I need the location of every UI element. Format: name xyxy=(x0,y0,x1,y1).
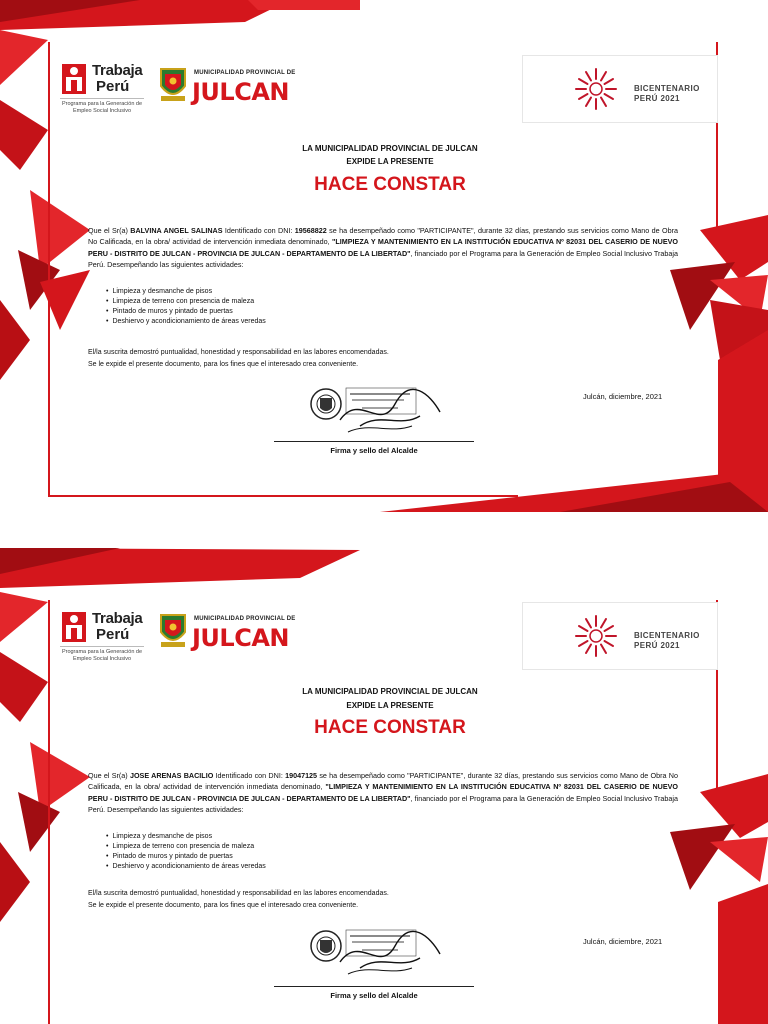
julcan-wordmark: JULCAN xyxy=(192,78,289,106)
body-intro: Que el Sr(a) xyxy=(88,226,131,235)
certificate-body xyxy=(88,225,678,270)
body-middle: se ha desempeñado como "PARTICIPANTE", durante 32 días, prestando sus servicios como Mano de Obra No Calificada, en la obra/ actividad de intervención inmediata denominado, xyxy=(88,771,678,792)
signature-line xyxy=(274,441,474,442)
activity-item: • Limpieza de terreno con presencia de maleza xyxy=(106,297,266,307)
issuer-subheading: EXPIDE LA PRESENTE xyxy=(346,157,434,166)
municipalidad-label: MUNICIPALIDAD PROVINCIAL DE xyxy=(194,616,296,622)
closing-line-2: Se le expide el presente documento, para los fines que el interesado crea conveniente. xyxy=(88,360,359,368)
activity-item: • Limpieza y desmanche de pisos xyxy=(106,832,266,842)
dni-label: Identificado con DNI: xyxy=(213,771,286,780)
municipalidad-julcan-logo xyxy=(158,612,298,652)
dni-number: 19568822 xyxy=(294,226,327,235)
municipalidad-label: MUNICIPALIDAD PROVINCIAL DE xyxy=(194,70,296,76)
trabaja-subtitle: Programa para la Generación de Empleo Social Inclusivo xyxy=(60,98,144,114)
bicentenario-emblem-icon xyxy=(571,66,621,112)
project-name: "LIMPIEZA Y MANTENIMIENTO EN LA INSTITUCIÓN EDUCATIVA Nº 82031 DEL CASERIO DE NUEVO PERU - DISTRITO DE JULCAN - PROVINCIA DE JULCAN - DEPARTAMENTO DE LA LIBERTAD" xyxy=(88,782,679,803)
crest-icon xyxy=(158,66,188,102)
activities-list xyxy=(106,832,266,872)
municipalidad-julcan-logo xyxy=(158,66,298,106)
closing-line-1: El/la suscrita demostró puntualidad, honestidad y responsabilidad en las labores encomendadas. xyxy=(88,890,389,897)
issuer-heading: LA MUNICIPALIDAD PROVINCIAL DE JULCAN xyxy=(302,144,478,153)
signature-caption: Firma y sello del Alcalde xyxy=(330,991,418,1000)
signature-stamp xyxy=(300,382,450,438)
activity-item: • Limpieza y desmanche de pisos xyxy=(106,287,266,297)
closing-text xyxy=(88,347,389,370)
place-date: Julcán, diciembre, 2021 xyxy=(583,392,663,401)
bicentenario-emblem-icon xyxy=(571,613,621,659)
trabaja-subtitle: Programa para la Generación de Empleo Social Inclusivo xyxy=(60,646,144,662)
participant-name: JOSE ARENAS BACILIO xyxy=(129,771,214,780)
activity-item: • Deshiervo y acondicionamiento de áreas veredas xyxy=(106,317,266,327)
dni-label: Identificado con DNI: xyxy=(222,226,295,235)
issuer-heading: LA MUNICIPALIDAD PROVINCIAL DE JULCAN xyxy=(302,687,478,696)
peru-word: Perú xyxy=(96,78,130,95)
issuer-subheading: EXPIDE LA PRESENTE xyxy=(346,701,434,710)
closing-line-2: Se le expide el presente documento, para los fines que el interesado crea conveniente. xyxy=(88,901,359,909)
body-end: , financiado por el Programa para la Generación de Empleo Social Inclusivo Trabaja Perú. Desempeñando las siguientes actividades: xyxy=(88,793,678,814)
closing-text xyxy=(88,888,389,911)
body-end: , financiado por el Programa para la Generación de Empleo Social Inclusivo Trabaja Perú. Desempeñando las siguientes actividades: xyxy=(88,248,678,269)
activity-item: • Deshiervo y acondicionamiento de áreas veredas xyxy=(106,862,266,872)
project-name: "LIMPIEZA Y MANTENIMIENTO EN LA INSTITUCIÓN EDUCATIVA Nº 82031 DEL CASERIO DE NUEVO PERU - DISTRITO DE JULCAN - PROVINCIA DE JULCAN - DEPARTAMENTO DE LA LIBERTAD" xyxy=(88,237,679,258)
trabaja-peru-icon xyxy=(62,64,86,94)
body-middle: se ha desempeñado como "PARTICIPANTE", durante 32 días, prestando sus servicios como Mano de Obra No Calificada, en la obra/ actividad de intervención inmediata denominado, xyxy=(88,226,678,247)
certificate-title: HACE CONSTAR xyxy=(314,174,466,195)
trabaja-word: Trabaja xyxy=(92,62,143,79)
bicentenario-line1: BICENTENARIO xyxy=(634,631,700,640)
signature-line xyxy=(274,986,474,987)
bicentenario-line2: PERÚ 2021 xyxy=(634,641,680,650)
dni-number: 19047125 xyxy=(285,771,318,780)
bicentenario-line2: PERÚ 2021 xyxy=(634,94,680,103)
participant-name: BALVINA ANGEL SALINAS xyxy=(130,226,223,235)
bicentenario-line1: BICENTENARIO xyxy=(634,84,700,93)
bicentenario-logo xyxy=(522,55,718,123)
trabaja-peru-icon xyxy=(62,612,86,642)
place-date: Julcán, diciembre, 2021 xyxy=(583,937,663,946)
closing-line-1: El/la suscrita demostró puntualidad, honestidad y responsabilidad en las labores encomendadas. xyxy=(88,349,389,356)
trabaja-peru-logo xyxy=(60,610,144,668)
certificate-body xyxy=(88,770,678,815)
trabaja-word: Trabaja xyxy=(92,610,143,627)
crest-icon xyxy=(158,612,188,648)
trabaja-peru-logo xyxy=(60,62,144,120)
signature-stamp xyxy=(300,924,450,980)
bicentenario-logo xyxy=(522,602,718,670)
certificate-title: HACE CONSTAR xyxy=(314,717,466,738)
signature-caption: Firma y sello del Alcalde xyxy=(330,446,418,455)
certificate-2 xyxy=(0,512,768,1024)
julcan-wordmark: JULCAN xyxy=(192,624,289,652)
activity-item: • Pintado de muros y pintado de puertas xyxy=(106,852,266,862)
activity-item: • Pintado de muros y pintado de puertas xyxy=(106,307,266,317)
activities-list xyxy=(106,287,266,327)
activity-item: • Limpieza de terreno con presencia de maleza xyxy=(106,842,266,852)
peru-word: Perú xyxy=(96,626,130,643)
body-intro: Que el Sr(a) xyxy=(88,771,130,780)
